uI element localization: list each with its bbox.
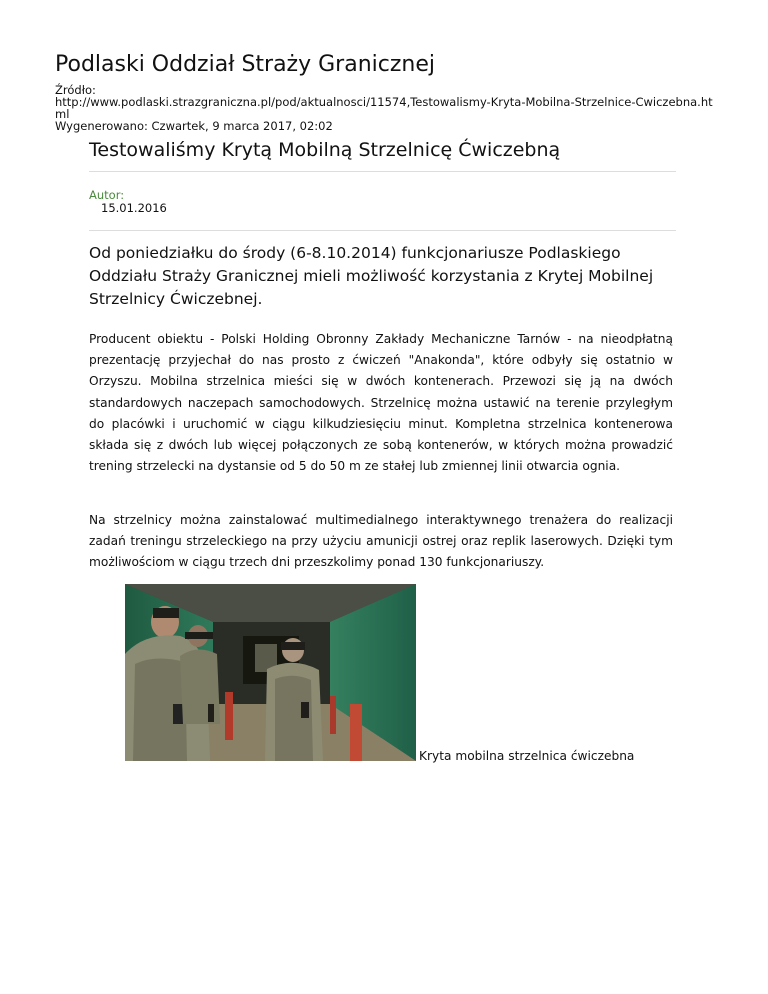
generated-timestamp: Wygenerowano: Czwartek, 9 marca 2017, 02:02 — [55, 119, 333, 133]
article-lead: Od poniedziałku do środy (6-8.10.2014) funkcjonariusze Podlaskiego Oddziału Straży Granicznej mieli możliwość korzystania z Krytej Mobilnej Strzelnicy Ćwiczebnej. — [89, 244, 654, 308]
source-url[interactable]: http://www.podlaski.strazgraniczna.pl/pod/aktualnosci/11574,Testowalismy-Kryta-Mobilna-Strzelnice-Cwiczebna.html — [55, 95, 713, 121]
article-title: Testowaliśmy Krytą Mobilną Strzelnicę Ćwiczebną — [89, 139, 561, 161]
article-paragraph: Na strzelnicy można zainstalować multimedialnego interaktywnego trenażera do realizacji zadań treningu strzeleckiego na przy użyciu amunicji ostrej oraz replik laserowych. Dzięki tym możliwościom w ciągu trzech dni przeszkolimy ponad 130 funkcjonariuszy. — [89, 513, 673, 570]
site-title: Podlaski Oddział Straży Granicznej — [55, 52, 435, 77]
author-label: Autor: — [89, 188, 125, 202]
source-meta — [55, 84, 717, 132]
photo-caption: Kryta mobilna strzelnica ćwiczebna — [419, 749, 635, 763]
shooting-range-photo — [125, 584, 416, 761]
article-date: 15.01.2016 — [101, 201, 167, 215]
meta-divider — [89, 230, 676, 231]
article-paragraph: Producent obiektu - Polski Holding Obronny Zakłady Mechaniczne Tarnów - na nieodpłatną prezentację przyjechał do nas prosto z ćwiczeń "Anakonda", które odbyły się ostatnio w Orzyszu. Mobilna strzelnica mieści się w dwóch kontenerach. Przewozi się ją na dwóch standardowych naczepach samochodowych. Strzelnicę można ustawić na terenie przyległym do placówki i uruchomić w ciągu kilkudziesięciu minut. Kompletna strzelnica kontenerowa składa się z dwóch lub więcej połączonych ze sobą kontenerów, w których można prowadzić trening strzelecki na dystansie od 5 do 50 m ze stałej lub zmiennej linii otwarcia ognia. — [89, 332, 673, 474]
source-label: Źródło: — [55, 83, 96, 97]
title-divider — [89, 171, 676, 172]
